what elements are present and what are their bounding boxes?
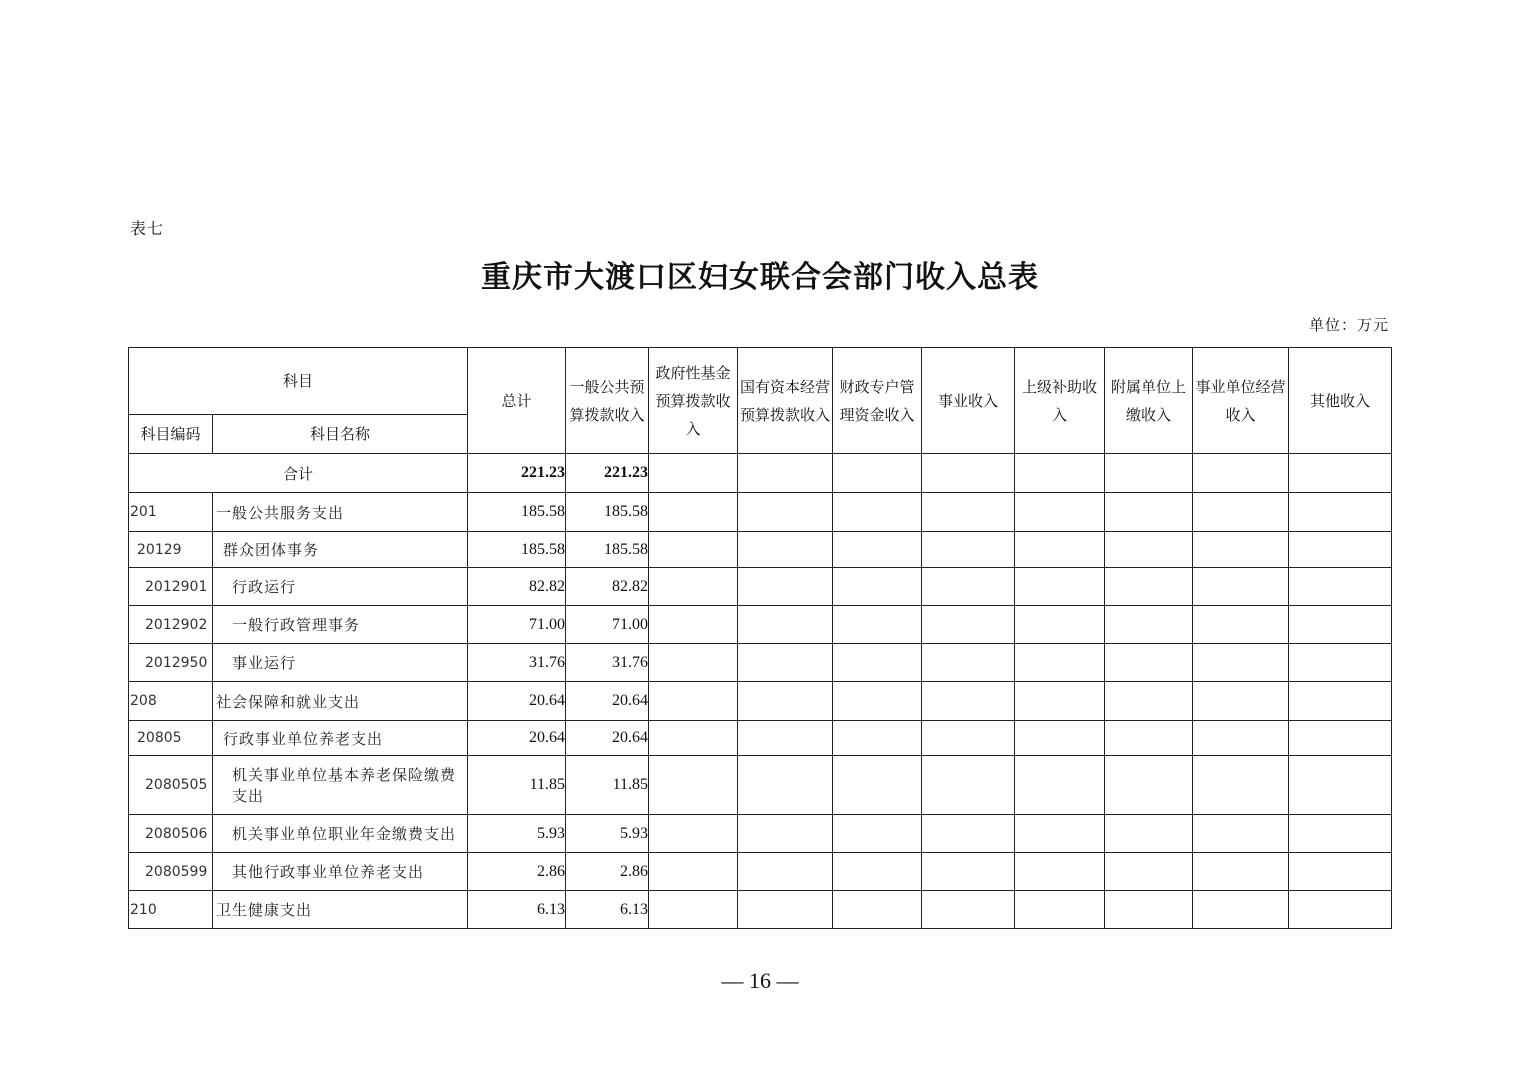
row-total: 20.64: [468, 682, 566, 721]
header-superior-subsidy: 上级补助收入: [1015, 348, 1105, 454]
empty-cell: [1015, 493, 1105, 532]
header-business-income: 事业收入: [922, 348, 1015, 454]
empty-cell: [922, 756, 1015, 815]
empty-cell: [738, 756, 833, 815]
summary-label: 合计: [129, 454, 468, 493]
empty-cell: [1105, 606, 1193, 644]
header-fiscal-special: 财政专户管理资金收入: [833, 348, 922, 454]
empty-cell: [922, 644, 1015, 682]
empty-cell: [1015, 853, 1105, 891]
empty-cell: [1015, 891, 1105, 929]
table-row: [129, 891, 1392, 929]
empty-cell: [833, 568, 922, 606]
empty-cell: [1193, 721, 1289, 756]
row-general-budget: 20.64: [566, 682, 649, 721]
row-code: 208: [129, 682, 213, 721]
table-body: [129, 454, 1392, 929]
row-general-budget: 185.58: [566, 493, 649, 532]
empty-cell: [649, 756, 738, 815]
empty-cell: [1289, 891, 1392, 929]
row-code: 2080506: [129, 815, 213, 853]
page-title: 重庆市大渡口区妇女联合会部门收入总表: [481, 260, 1039, 295]
header-affiliated-payment: 附属单位上缴收入: [1105, 348, 1193, 454]
empty-cell: [1105, 815, 1193, 853]
empty-cell: [922, 532, 1015, 568]
table-label: 表七: [130, 219, 165, 238]
summary-row: [129, 454, 1392, 493]
table-row: [129, 815, 1392, 853]
empty-cell: [1289, 606, 1392, 644]
empty-cell: [833, 756, 922, 815]
row-name: 其他行政事业单位养老支出: [213, 853, 468, 891]
row-total: 11.85: [468, 756, 566, 815]
empty-cell: [833, 891, 922, 929]
empty-cell: [1105, 532, 1193, 568]
empty-cell: [922, 891, 1015, 929]
empty-cell: [833, 644, 922, 682]
table-row: [129, 721, 1392, 756]
row-general-budget: 11.85: [566, 756, 649, 815]
empty-cell: [1193, 532, 1289, 568]
row-total: 185.58: [468, 493, 566, 532]
empty-cell: [1015, 532, 1105, 568]
row-name: 群众团体事务: [213, 532, 468, 568]
header-subject: 科目: [129, 348, 468, 415]
empty-cell: [738, 644, 833, 682]
row-general-budget: 5.93: [566, 815, 649, 853]
table-row: [129, 644, 1392, 682]
empty-cell: [1193, 606, 1289, 644]
empty-cell: [738, 532, 833, 568]
empty-cell: [1105, 493, 1193, 532]
table-row: [129, 756, 1392, 815]
row-name: 一般公共服务支出: [213, 493, 468, 532]
income-summary-table: [128, 347, 1392, 929]
header-state-capital: 国有资本经营预算拨款收入: [738, 348, 833, 454]
row-general-budget: 82.82: [566, 568, 649, 606]
empty-cell: [1289, 815, 1392, 853]
empty-cell: [1015, 682, 1105, 721]
table-row: [129, 568, 1392, 606]
empty-cell: [738, 606, 833, 644]
empty-cell: [738, 891, 833, 929]
empty-cell: [922, 493, 1015, 532]
empty-cell: [1105, 853, 1193, 891]
row-name: 卫生健康支出: [213, 891, 468, 929]
empty-cell: [1105, 721, 1193, 756]
table-row: [129, 682, 1392, 721]
empty-cell: [1105, 568, 1193, 606]
row-code: 20129: [129, 532, 213, 568]
empty-cell: [1289, 756, 1392, 815]
table-header: [129, 348, 1392, 454]
header-general-budget: 一般公共预算拨款收入: [566, 348, 649, 454]
empty-cell: [1193, 682, 1289, 721]
empty-cell: [738, 682, 833, 721]
row-general-budget: 71.00: [566, 606, 649, 644]
empty-cell: [1289, 853, 1392, 891]
row-code: 2012950: [129, 644, 213, 682]
summary-general-budget: 221.23: [566, 454, 649, 493]
row-name: 社会保障和就业支出: [213, 682, 468, 721]
table-row: [129, 853, 1392, 891]
row-code: 2012901: [129, 568, 213, 606]
row-name: 行政事业单位养老支出: [213, 721, 468, 756]
header-total: 总计: [468, 348, 566, 454]
row-total: 20.64: [468, 721, 566, 756]
empty-cell: [922, 606, 1015, 644]
row-general-budget: 2.86: [566, 853, 649, 891]
empty-cell: [1289, 682, 1392, 721]
empty-cell: [1015, 606, 1105, 644]
empty-cell: [833, 682, 922, 721]
empty-cell: [1289, 493, 1392, 532]
row-code: 2080505: [129, 756, 213, 815]
empty-cell: [922, 568, 1015, 606]
empty-cell: [649, 682, 738, 721]
empty-cell: [1015, 721, 1105, 756]
row-total: 82.82: [468, 568, 566, 606]
row-general-budget: 185.58: [566, 532, 649, 568]
empty-cell: [1015, 756, 1105, 815]
empty-cell: [1289, 644, 1392, 682]
table-row: [129, 532, 1392, 568]
empty-cell: [922, 853, 1015, 891]
row-code: 210: [129, 891, 213, 929]
empty-cell: [833, 606, 922, 644]
header-business-operation: 事业单位经营收入: [1193, 348, 1289, 454]
page-number: — 16 —: [721, 968, 799, 993]
empty-cell: [649, 721, 738, 756]
empty-cell: [1105, 644, 1193, 682]
empty-cell: [649, 568, 738, 606]
empty-cell: [1193, 644, 1289, 682]
row-total: 185.58: [468, 532, 566, 568]
empty-cell: [1105, 682, 1193, 721]
empty-cell: [738, 568, 833, 606]
empty-cell: [1193, 815, 1289, 853]
row-name: 机关事业单位职业年金缴费支出: [213, 815, 468, 853]
empty-cell: [1193, 756, 1289, 815]
empty-cell: [1289, 721, 1392, 756]
header-code: 科目编码: [129, 415, 213, 454]
row-code: 20805: [129, 721, 213, 756]
empty-cell: [649, 815, 738, 853]
empty-cell: [922, 721, 1015, 756]
empty-cell: [833, 853, 922, 891]
empty-cell: [1015, 568, 1105, 606]
row-name: 行政运行: [213, 568, 468, 606]
empty-cell: [833, 815, 922, 853]
empty-cell: [649, 532, 738, 568]
empty-cell: [649, 853, 738, 891]
unit-label: 单位：万元: [1308, 316, 1389, 334]
row-total: 2.86: [468, 853, 566, 891]
empty-cell: [833, 532, 922, 568]
empty-cell: [922, 682, 1015, 721]
header-gov-fund: 政府性基金预算拨款收入: [649, 348, 738, 454]
empty-cell: [649, 891, 738, 929]
row-code: 201: [129, 493, 213, 532]
empty-cell: [738, 853, 833, 891]
empty-cell: [1193, 891, 1289, 929]
row-code: 2080599: [129, 853, 213, 891]
table-row: [129, 606, 1392, 644]
row-code: 2012902: [129, 606, 213, 644]
row-name: 事业运行: [213, 644, 468, 682]
row-total: 5.93: [468, 815, 566, 853]
empty-cell: [1015, 644, 1105, 682]
empty-cell: [1193, 853, 1289, 891]
empty-cell: [1193, 568, 1289, 606]
empty-cell: [1193, 493, 1289, 532]
table-row: [129, 493, 1392, 532]
empty-cell: [1015, 815, 1105, 853]
empty-cell: [649, 606, 738, 644]
empty-cell: [833, 721, 922, 756]
empty-cell: [1289, 568, 1392, 606]
row-name: 机关事业单位基本养老保险缴费支出: [213, 756, 468, 815]
empty-cell: [1105, 891, 1193, 929]
empty-cell: [738, 493, 833, 532]
row-general-budget: 31.76: [566, 644, 649, 682]
summary-total: 221.23: [468, 454, 566, 493]
row-general-budget: 6.13: [566, 891, 649, 929]
row-total: 71.00: [468, 606, 566, 644]
empty-cell: [833, 493, 922, 532]
row-name: 一般行政管理事务: [213, 606, 468, 644]
empty-cell: [738, 721, 833, 756]
empty-cell: [1105, 756, 1193, 815]
empty-cell: [649, 644, 738, 682]
row-total: 31.76: [468, 644, 566, 682]
header-name: 科目名称: [213, 415, 468, 454]
row-general-budget: 20.64: [566, 721, 649, 756]
empty-cell: [922, 815, 1015, 853]
empty-cell: [1289, 532, 1392, 568]
header-other-income: 其他收入: [1289, 348, 1392, 454]
empty-cell: [738, 815, 833, 853]
row-total: 6.13: [468, 891, 566, 929]
empty-cell: [649, 493, 738, 532]
